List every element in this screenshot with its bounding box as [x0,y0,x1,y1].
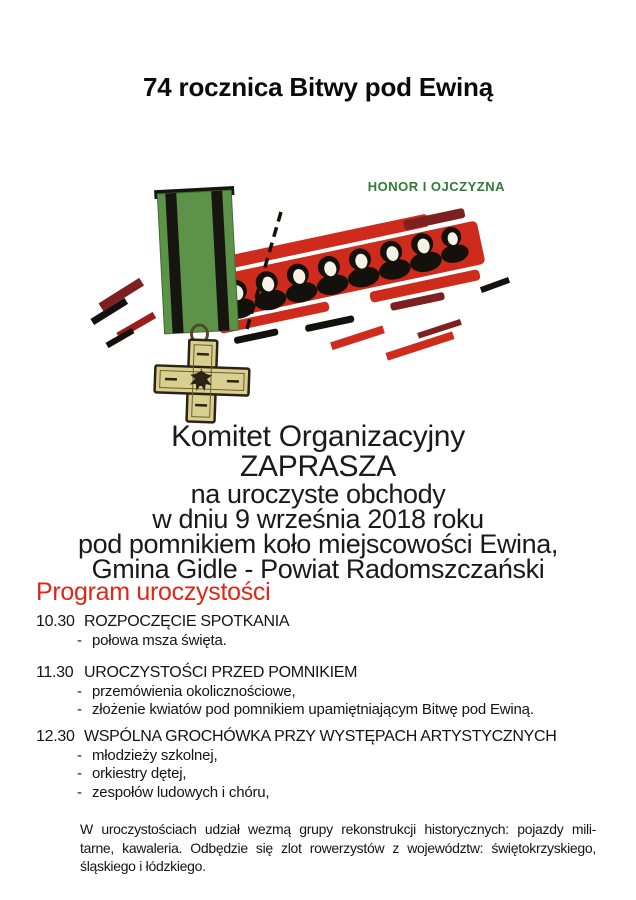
program-subitem-text: przemówienia okolicznościowe, [92,682,296,700]
program-note [80,820,596,876]
left-brush-strokes [90,278,156,348]
program-subitem [36,784,602,803]
program-heading: Program uroczystości [36,578,271,606]
invitation-line: Gmina Gidle - Powiat Radomszczański [91,554,545,584]
program-item-time: 12.30 [36,727,75,745]
invitation-line: na uroczyste obchody [190,479,446,509]
program-item-time: 10.30 [36,613,75,630]
program-item-title-row [36,726,602,747]
bullet-dash: - [77,765,82,782]
note-line: tarne, kawaleria. Odbędzie się zlot rowerzystów z województw: świętokrzyskiego, [80,839,596,856]
bullet-dash: - [77,682,82,700]
note-line: śląskiego i łódzkiego. [80,858,206,874]
invitation-line: ZAPRASZA [240,450,396,483]
program-item-title: UROCZYSTOŚCI PRZED POMNIKIEM [84,663,358,681]
invitation-line: Komitet Organizacyjny [171,420,465,453]
cross-medal [154,338,251,423]
program-item-title-row [36,662,602,683]
bullet-dash: - [77,783,82,801]
program-subitem-text: orkiestry dętej, [92,765,187,782]
program-item-title: WSPÓLNA GROCHÓWKA PRZY WYSTĘPACH ARTYSTYCZNYCH [84,727,557,745]
invitation-block [0,422,636,582]
program-subitem [36,683,602,702]
program-subitem [36,701,602,720]
medal-illustration [85,174,515,426]
invitation-line: pod pomnikiem koło miejscowości Ewina, [77,529,558,559]
program-subitem-text: złożenie kwiatów pod pomnikiem upamiętniającym Bitwę pod Ewiną. [92,701,534,718]
program-item [36,726,602,803]
program-subitem-text: młodzieży szkolnej, [92,746,218,764]
program-subitem [36,747,602,766]
program-item [36,662,602,720]
program-subitem-text: zespołów ludowych i chóru, [92,783,270,801]
medal-ribbon [154,186,241,334]
program-schedule [36,611,602,876]
page-title: 74 rocznica Bitwy pod Ewiną [142,72,494,102]
bullet-dash: - [77,701,82,718]
motto-text: HONOR I OJCZYZNA [367,179,505,194]
program-subitem [36,632,602,651]
note-line: W uroczystościach udział wezmą grupy rekonstrukcji historycznych: pojazdy mili- [80,821,596,837]
bullet-dash: - [77,632,82,649]
program-item-title: ROZPOCZĘCIE SPOTKANIA [84,613,290,630]
program-subitem-text: połowa msza święta. [92,632,227,649]
program-item-title-row [36,611,602,632]
program-item-time: 11.30 [36,663,74,681]
program-item [36,611,602,651]
invitation-line: w dniu 9 września 2018 roku [152,504,484,534]
bullet-dash: - [77,746,82,764]
program-subitem [36,765,602,784]
